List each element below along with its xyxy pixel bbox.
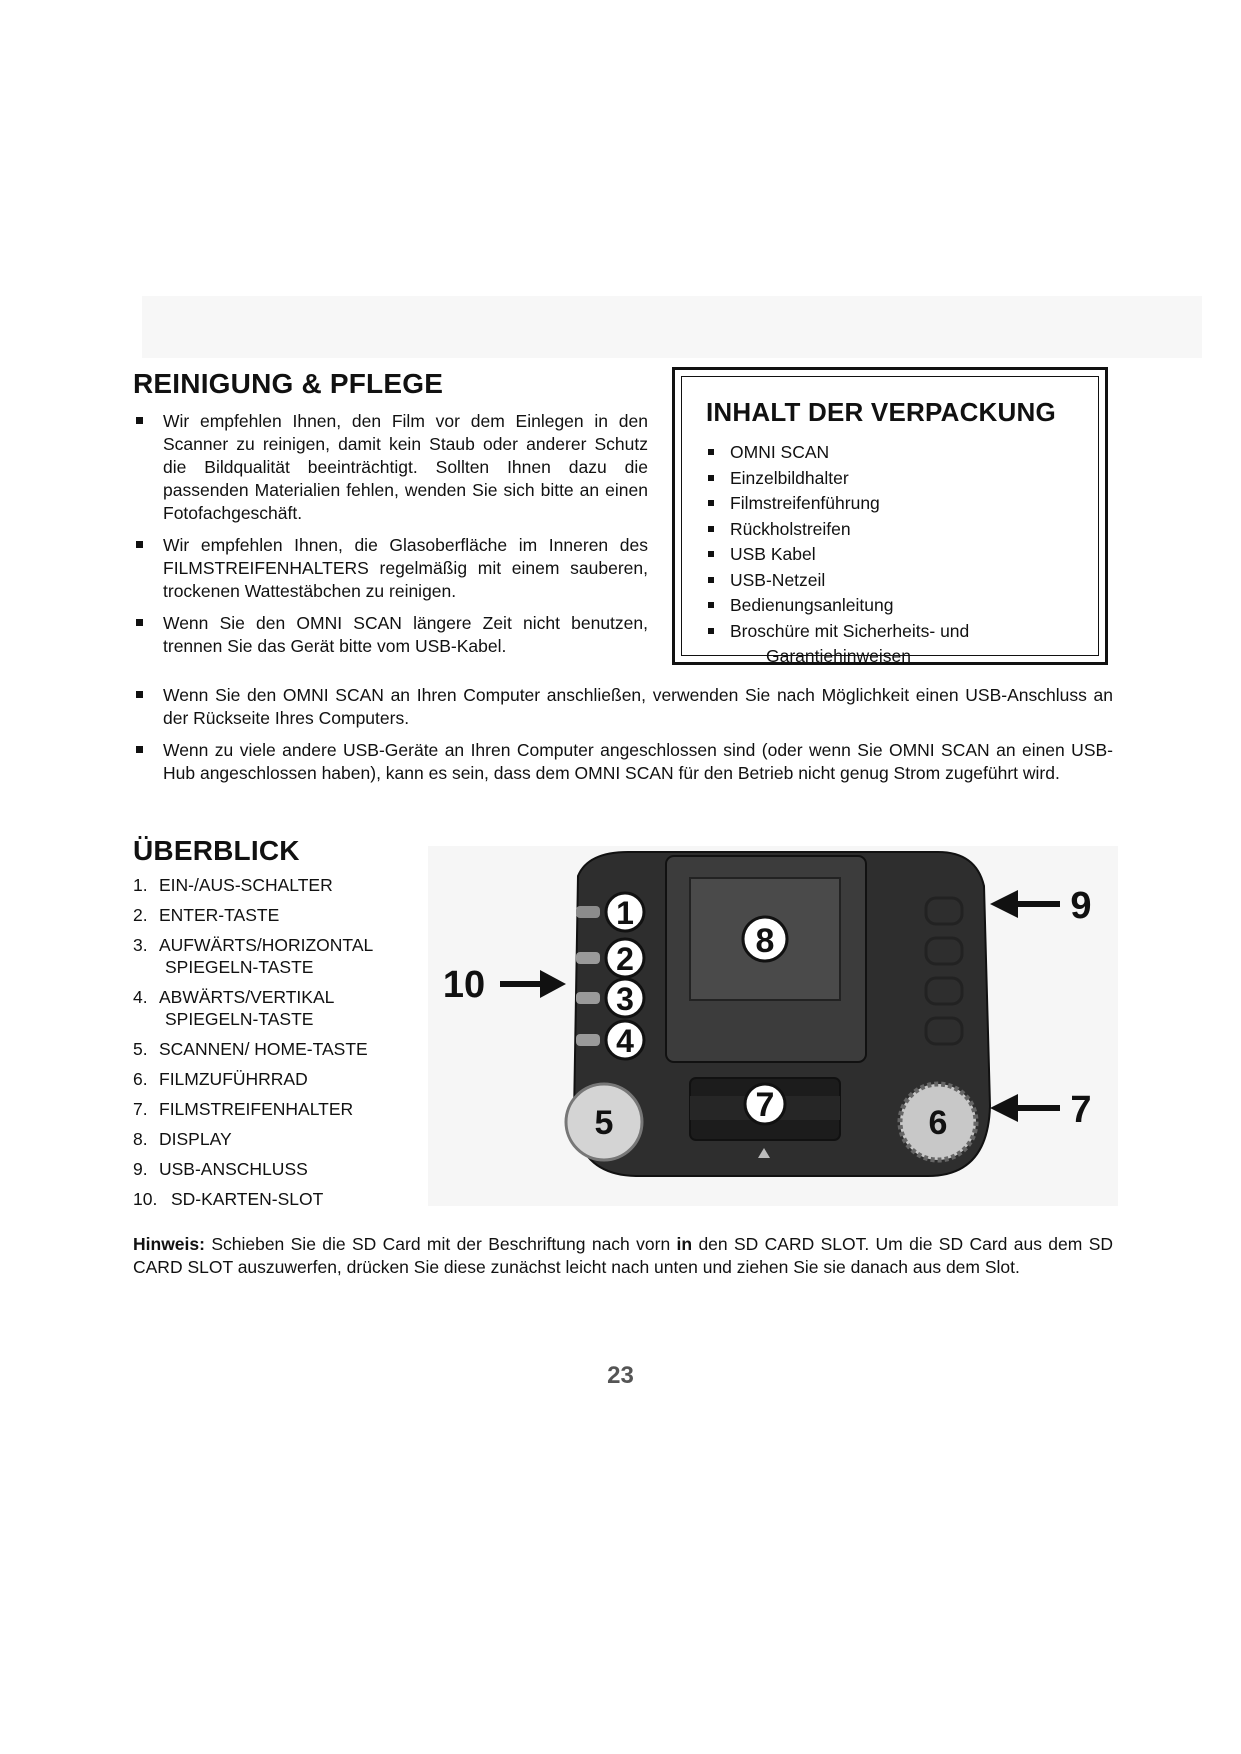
- item-text: DISPLAY: [159, 1129, 232, 1149]
- callout-1: 1: [616, 895, 634, 931]
- list-item: [133, 1158, 433, 1180]
- page-number: 23: [607, 1362, 634, 1389]
- side-button-enter: [576, 952, 600, 964]
- item-number: 8.: [133, 1129, 148, 1149]
- reinigung-bullets-left: [133, 410, 648, 667]
- callout-8: 8: [755, 922, 775, 960]
- callout-9: 9: [1070, 885, 1092, 927]
- item-text: SCANNEN/ HOME-TASTE: [159, 1039, 368, 1059]
- overview-list: [133, 874, 433, 1218]
- callout-7-inner: 7: [755, 1086, 775, 1124]
- bullet-item: Wenn zu viele andere USB-Geräte an Ihren Computer angeschlossen sind (oder wenn Sie OMNI SCAN an einen USB-Hub angeschlossen haben), kann es sein, dass dem OMNI SCAN für den Betrieb nicht genug Strom zugeführt wird.: [133, 739, 1113, 785]
- list-item: [133, 934, 433, 978]
- item-number: 3.: [133, 935, 148, 955]
- item-number: 4.: [133, 987, 148, 1007]
- item-text-cont: SPIEGELN-TASTE: [165, 1009, 314, 1029]
- callout-2: 2: [616, 941, 634, 977]
- callout-3: 3: [616, 981, 634, 1017]
- package-item: Einzelbildhalter: [706, 466, 1078, 492]
- list-item: [133, 986, 433, 1030]
- bullet-item: Wenn Sie den OMNI SCAN längere Zeit nicht benutzen, trennen Sie das Gerät bitte vom USB-Kabel.: [133, 612, 648, 658]
- package-contents-title: INHALT DER VERPACKUNG: [706, 397, 1056, 427]
- callout-6: 6: [928, 1104, 948, 1142]
- callout-10: 10: [442, 964, 486, 1006]
- item-number: 5.: [133, 1039, 148, 1059]
- note-bold: in: [676, 1234, 693, 1254]
- side-button-power: [576, 906, 600, 918]
- package-item: Bedienungsanleitung: [706, 593, 1078, 619]
- item-text: ABWÄRTS/VERTIKAL: [159, 987, 335, 1007]
- list-item: [133, 1068, 433, 1090]
- bullet-item: Wir empfehlen Ihnen, die Glasoberfläche im Inneren des FILMSTREIFENHALTERS regelmäßig mit einem sauberen, trockenen Wattestäbchen zu reinigen.: [133, 534, 648, 603]
- item-text: SD-KARTEN-SLOT: [171, 1189, 324, 1209]
- package-item: Filmstreifenführung: [706, 491, 1078, 517]
- list-item: [133, 1188, 433, 1210]
- list-item: [133, 1128, 433, 1150]
- package-item: Rückholstreifen: [706, 517, 1078, 543]
- package-item: USB Kabel: [706, 542, 1078, 568]
- scanner-diagram: [428, 846, 1118, 1206]
- bullet-item: Wir empfehlen Ihnen, den Film vor dem Einlegen in den Scanner zu reinigen, damit kein Staub oder anderer Schutz die Bildqualität beeinträchtigt. Sollten Ihnen dazu die passenden Materialien fehlen, wenden Sie sich bitte an einen Fotofachgeschäft.: [133, 410, 648, 525]
- package-item-line2: Garantiehinweisen: [766, 646, 911, 666]
- side-button-up: [576, 992, 600, 1004]
- item-number: 2.: [133, 905, 148, 925]
- callout-5: 5: [594, 1104, 614, 1142]
- item-text-cont: SPIEGELN-TASTE: [165, 957, 314, 977]
- section-title-ueberblick: ÜBERBLICK: [133, 835, 300, 866]
- item-number: 9.: [133, 1159, 148, 1179]
- package-item: [706, 619, 1078, 670]
- reinigung-bullets-full: [133, 684, 1113, 794]
- item-number: 10.: [133, 1189, 158, 1209]
- list-item: [133, 1038, 433, 1060]
- note-paragraph: [133, 1233, 1113, 1279]
- callout-7: 7: [1070, 1089, 1092, 1131]
- list-item: [133, 1098, 433, 1120]
- top-shade-band: [142, 296, 1202, 358]
- note-text-1: Schieben Sie die SD Card mit der Beschriftung nach vorn: [204, 1234, 677, 1254]
- item-text: EIN-/AUS-SCHALTER: [159, 875, 333, 895]
- list-item: [133, 874, 433, 896]
- side-button-down: [576, 1034, 600, 1046]
- item-text: USB-ANSCHLUSS: [159, 1159, 308, 1179]
- package-item: USB-Netzeil: [706, 568, 1078, 594]
- package-contents-box: [672, 367, 1108, 665]
- item-text: AUFWÄRTS/HORIZONTAL: [159, 935, 374, 955]
- package-item-line1: Broschüre mit Sicherheits- und: [730, 620, 970, 641]
- list-item: [133, 904, 433, 926]
- item-number: 1.: [133, 875, 148, 895]
- item-text: FILMSTREIFENHALTER: [159, 1099, 354, 1119]
- note-label: Hinweis:: [133, 1234, 205, 1254]
- note-text-2: den SD CARD SLOT. Um die SD Card aus dem SD CARD SLOT auszuwerfen, drücken Sie diese zunächst leicht nach unten und ziehen Sie sie danach aus dem Slot.: [133, 1234, 1113, 1277]
- package-item: OMNI SCAN: [706, 440, 1078, 466]
- item-number: 7.: [133, 1099, 148, 1119]
- item-number: 6.: [133, 1069, 148, 1089]
- callout-4: 4: [616, 1023, 634, 1059]
- item-text: ENTER-TASTE: [159, 905, 280, 925]
- item-text: FILMZUFÜHRRAD: [159, 1069, 308, 1089]
- section-title-reinigung: REINIGUNG & PFLEGE: [133, 368, 444, 399]
- bullet-item: Wenn Sie den OMNI SCAN an Ihren Computer anschließen, verwenden Sie nach Möglichkeit einen USB-Anschluss an der Rückseite Ihres Computers.: [133, 684, 1113, 730]
